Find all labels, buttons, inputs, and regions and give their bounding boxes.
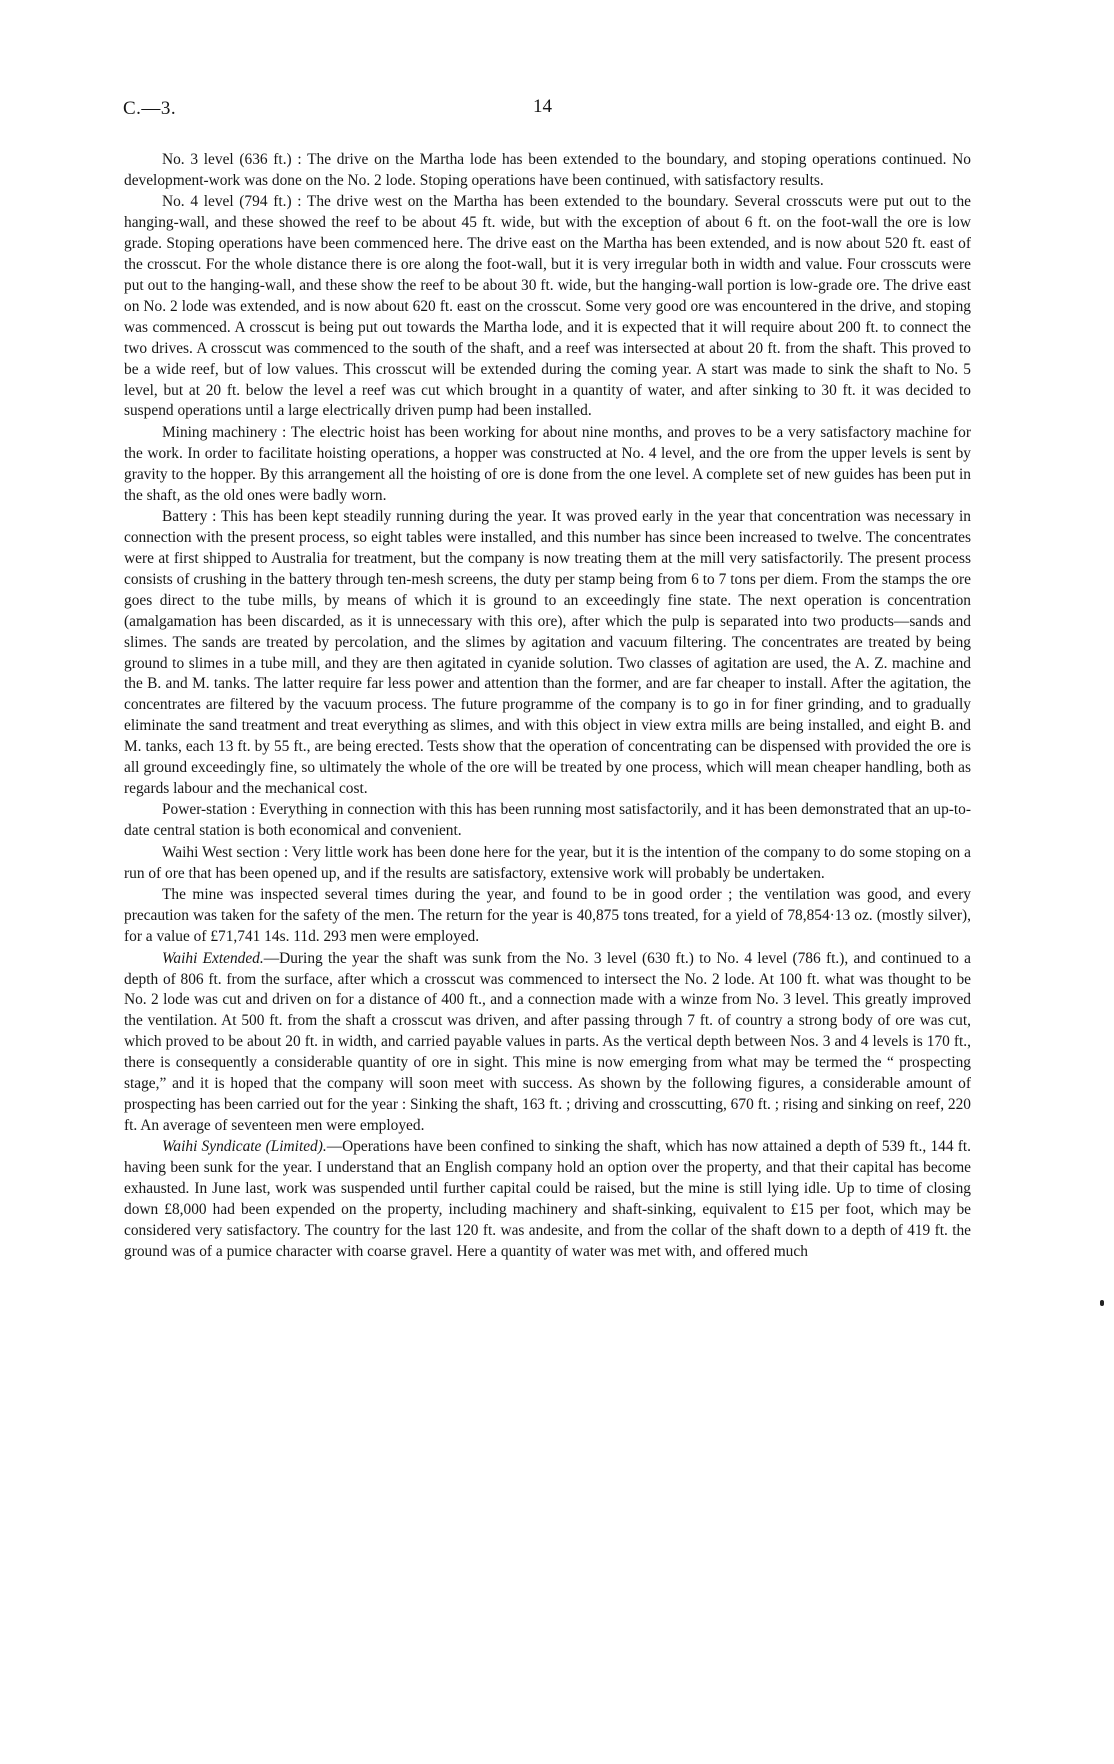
paragraph-no4-level bbox=[124, 192, 971, 422]
paragraph-inspection bbox=[124, 885, 971, 948]
document-reference: C.—3. bbox=[123, 98, 177, 119]
paragraph-heading: Waihi Extended. bbox=[162, 949, 264, 967]
paragraph-heading: Waihi Syndicate (Limited). bbox=[162, 1138, 327, 1156]
paragraph-text: —During the year the shaft was sunk from the No. 3 level (630 ft.) to No. 4 level (786 ft.), and continued to a depth of 806 ft. from the surface, after which a crosscut was commenced to intersect the No. 2 lode. At 100 ft. what was thought to be No. 2 lode was cut and driven on for a distance of 400 ft., and a connection made with a winze from No. 3 level. This greatly improved the ventilation. At 500 ft. from the shaft a crosscut was driven, and after passing through 7 ft. of country a strong body of ore was cut, which proved to be about 20 ft. in width, and carried payable values in parts. As the vertical depth between Nos. 3 and 4 levels is 170 ft., there is consequently a considerable quantity of ore in sight. This mine is now emerging from what may be termed the “ prospecting stage,” and it is hoped that the company will soon meet with success. As shown by the following figures, a considerable amount of prospecting has been carried out for the year : Sinking the shaft, 163 ft. ; driving and crosscutting, 670 ft. ; rising and sinking on reef, 220 ft. An average of seventeen men were employed. bbox=[124, 949, 971, 1134]
paragraph-text: Battery : This has been kept steadily running during the year. It was proved early in the year that concentration was necessary in connection with the present process, so eight tables were installed, and this number has since been increased to twelve. The concentrates were at first shipped to Australia for treatment, but the company is now treating them at the mill very satisfactorily. The present process consists of crushing in the battery through ten-mesh screens, the duty per stamp being from 6 to 7 tons per diem. From the stamps the ore goes direct to the tube mills, by means of which it is ground to an exceedingly fine state. The next operation is concentration (amalgamation has been discarded, as it is unnecessary with this ore), after which the pulp is separated into two products—sands and slimes. The sands are treated by percolation, and the slimes by agitation and vacuum filtering. The concentrates are treated by being ground to slimes in a tube mill, and they are then agitated in cyanide solution. Two classes of agitation are used, the A. Z. machine and the B. and M. tanks. The latter require far less power and attention than the former, and are far cheaper to install. After the agitation, the concentrates are filtered by the vacuum process. The future programme of the company is to go in for finer grinding, and to gradually eliminate the sand treatment and treat everything as slimes, and with this object in view extra mills are being installed, and eight B. and M. tanks, each 13 ft. by 55 ft., are being erected. Tests show that the operation of concentrating can be dispensed with provided the ore is all ground exceedingly fine, so ultimately the whole of the ore will be treated by one process, which will mean cheaper handling, both as regards labour and the mechanical cost. bbox=[124, 508, 971, 797]
paragraph-text: The mine was inspected several times during the year, and found to be in good order ; the ventilation was good, and every precaution was taken for the safety of the men. The return for the year is 40,875 tons treated, for a yield of 78,854·13 oz. (mostly silver), for a value of £71,741 14s. 11d. 293 men were employed. bbox=[124, 886, 971, 946]
page-number: 14 bbox=[533, 96, 552, 117]
paragraph-text: No. 4 level (794 ft.) : The drive west on the Martha has been extended to the boundary. Several crosscuts were put out to the hanging-wall, and these showed the reef to be about 45 ft. wide, but with the exception of about 6 ft. on the foot-wall the ore is low grade. Stoping operations have been commenced here. The drive east on the Martha has been extended, and is now about 520 ft. east of the crosscut. For the whole distance there is ore along the foot-wall, but it is very irregular both in width and value. Four crosscuts were put out to the hanging-wall, and these show the reef to be about 30 ft. wide, but the hanging-wall portion is low-grade ore. The drive east on No. 2 lode was extended, and is now about 620 ft. east on the crosscut. Some very good ore was encountered in the drive, and stoping was commenced. A crosscut is being put out towards the Martha lode, and it is expected that it will require about 200 ft. to connect the two drives. A crosscut was commenced to the south of the shaft, and a reef was intersected at about 20 ft. from the shaft. This proved to be a wide reef, but of low values. This crosscut will be extended during the coming year. A start was made to sink the shaft to No. 5 level, but at 20 ft. below the level a reef was cut which brought in a quantity of water, and after sinking to 30 ft. it was decided to suspend operations until a large electrically driven pump had been installed. bbox=[124, 193, 971, 420]
paragraph-no3-level bbox=[124, 150, 971, 192]
paragraph-battery bbox=[124, 507, 971, 800]
paragraph-text: Waihi West section : Very little work has been done here for the year, but it is the intention of the company to do some stoping on a run of ore that has been opened up, and if the results are satisfactory, extensive work will probably be undertaken. bbox=[124, 843, 971, 882]
body-text bbox=[124, 150, 971, 1263]
paragraph-text: —Operations have been confined to sinking the shaft, which has now attained a depth of 539 ft., 144 ft. having been sunk for the year. I understand that an English company hold an option over the property, and that their capital has become exhausted. In June last, work was suspended until further capital could be raised, but the mine is still lying idle. Up to time of closing down £8,000 had been expended on the property, including machinery and shaft-sinking, equivalent to £15 per foot, which may be considered very satisfactory. The country for the last 120 ft. was andesite, and from the collar of the shaft down to a depth of 419 ft. the ground was of a pumice character with coarse gravel. Here a quantity of water was met with, and offered much bbox=[124, 1138, 971, 1260]
paragraph-waihi-syndicate bbox=[124, 1137, 971, 1262]
paragraph-text: Mining machinery : The electric hoist has been working for about nine months, and proves to be a very satisfactory machine for the work. In order to facilitate hoisting operations, a hopper was constructed at No. 4 level, and the ore from the upper levels is sent by gravity to the hopper. By this arrangement all the hoisting of ore is done from the one level. A complete set of new guides has been put in the shaft, as the old ones were badly worn. bbox=[124, 423, 971, 504]
paragraph-text: Power-station : Everything in connection with this has been running most satisfactorily, and it has been demonstrated that an up-to-date central station is both economical and convenient. bbox=[124, 801, 971, 840]
scan-speck bbox=[1100, 1300, 1104, 1306]
paragraph-mining-machinery bbox=[124, 423, 971, 507]
paragraph-waihi-west bbox=[124, 843, 971, 885]
paragraph-power-station bbox=[124, 800, 971, 842]
paragraph-text: No. 3 level (636 ft.) : The drive on the Martha lode has been extended to the boundary, and stoping operations continued. No development-work was done on the No. 2 lode. Stoping operations have been continued, with satisfactory results. bbox=[124, 151, 971, 189]
paragraph-waihi-extended bbox=[124, 949, 971, 1137]
